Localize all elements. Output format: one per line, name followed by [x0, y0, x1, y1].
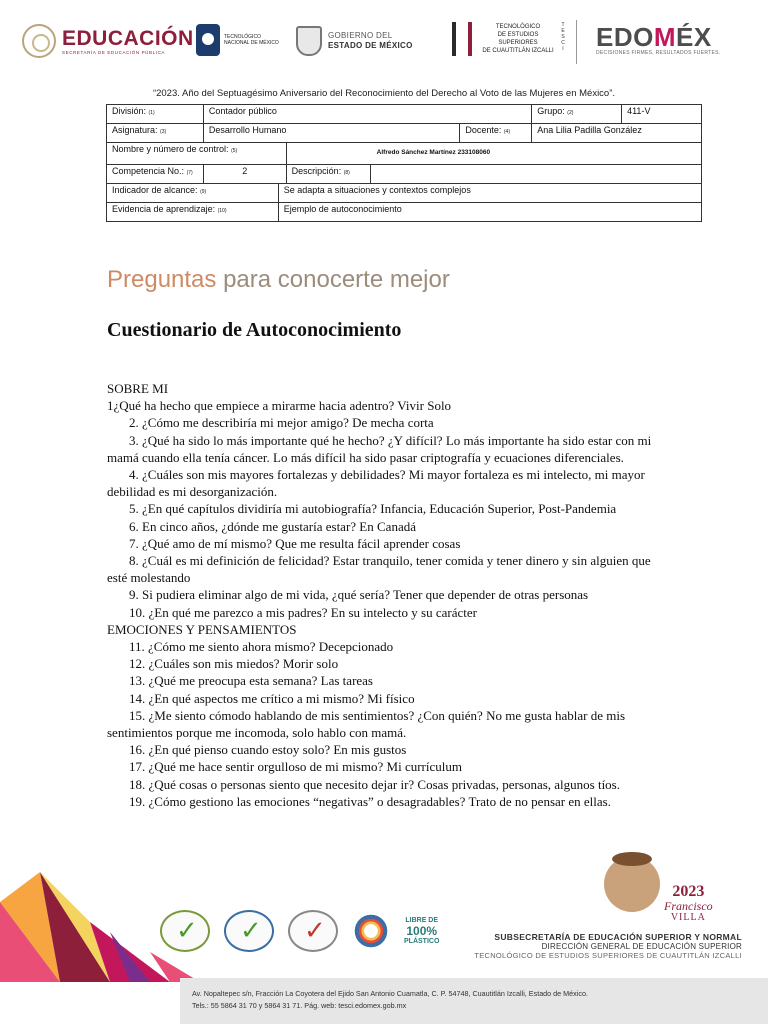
info-table [106, 104, 702, 222]
certification-red-icon [288, 910, 338, 952]
tecnm-gear-icon [196, 24, 220, 56]
section-heading [107, 266, 450, 294]
edomex-post: ÉX [676, 22, 712, 52]
question-item: 18. ¿Qué cosas o personas siento que necesito dejar ir? Cosas privadas, personas, algunos tíos. [129, 776, 620, 792]
heading-accent: Preguntas [107, 266, 217, 293]
table-row [107, 165, 702, 184]
question-item: 8. ¿Cuál es mi definición de felicidad? Estar tranquilo, tener comida y tener dinero y sin alguien que esté molestando [107, 553, 651, 586]
tesci-full-line: TECNOLÓGICO DE ESTUDIOS SUPERIORES DE CUAUTITLÁN IZCALLI [474, 951, 742, 960]
section-title-sobre-mi: SOBRE MI [107, 381, 169, 396]
grupo-label-cell: Grupo: (2) [532, 105, 622, 124]
table-row [107, 203, 702, 222]
competencia-label-cell: Competencia No.: (7) [107, 165, 204, 184]
tesci-line2: DE ESTUDIOS SUPERIORES [497, 32, 539, 46]
question-item: 16. ¿En qué pienso cuando estoy solo? En mis gustos [129, 742, 407, 758]
question-item: 15. ¿Me siento cómodo hablando de mis sentimientos? ¿Con quién? No me gusta hablar de mis sentimientos porque me incomoda, solo hablo con mamá. [107, 707, 626, 741]
edomex-tagline: DECISIONES FIRMES, RESULTADOS FUERTES. [596, 50, 721, 56]
table-row [107, 143, 702, 165]
division-label-cell: División: (1) [107, 105, 204, 124]
competencia-value: 2 [203, 165, 286, 184]
tecnm-text: TECNOLÓGICO NACIONAL DE MÉXICO [224, 34, 279, 46]
edomex-logo [596, 24, 720, 56]
villa-portrait-icon [604, 856, 660, 912]
address-bar [180, 978, 768, 1024]
equality-flower-icon [352, 912, 390, 950]
educacion-title: EDUCACIÓN [62, 26, 194, 50]
question-item: 4. ¿Cuáles son mis mayores fortalezas y debilidades? Mi mayor fortaleza es mi intelecto, mi mayor debilidad es mi desorganización. [107, 467, 645, 500]
footer-institution [474, 932, 742, 960]
certification-logos [160, 910, 439, 952]
tesci-line1: TECNOLÓGICO [495, 24, 541, 30]
coat-of-arms-icon [296, 26, 322, 56]
docente-value: Ana Lilia Padilla González [532, 124, 702, 143]
table-row [107, 184, 702, 203]
question-item: 2. ¿Cómo me describiría mi mejor amigo? De mecha corta [129, 415, 434, 431]
address-text: Av. Nopaltepec s/n, Fracción La Coyotera del Ejido San Antonio Cuamatla, C. P. 54748, Cuautitlán Izcalli, Estado de México. [192, 989, 588, 998]
subsecretaria-line: SUBSECRETARÍA DE EDUCACIÓN SUPERIOR Y NORMAL [494, 932, 742, 942]
table-row [107, 105, 702, 124]
tesci-logo [452, 22, 558, 56]
edomex-m: M [653, 22, 677, 52]
villa-year: 2023 [672, 883, 705, 900]
division-value: Contador público [203, 105, 531, 124]
gobierno-line2: ESTADO DE MÉXICO [328, 41, 413, 50]
edomex-pre: EDO [596, 22, 654, 52]
educacion-subtitle: SECRETARÍA DE EDUCACIÓN PÚBLICA [62, 49, 166, 55]
indicador-value: Se adapta a situaciones y contextos complejos [278, 184, 701, 203]
questionnaire-body [107, 380, 657, 810]
asignatura-value: Desarrollo Humano [203, 124, 459, 143]
question-item: 6. En cinco años, ¿dónde me gustaría estar? En Canadá [129, 518, 416, 534]
question-item: 3. ¿Qué ha sido lo más importante qué he hecho? ¿Y difícil? Lo más importante ha sido estar con mi mamá cuando ella tenía cáncer. Lo más difícil ha sido pasar criptografía y ecuaciones diferenciales. [107, 432, 652, 465]
heading-rest: para conocerte mejor [216, 266, 450, 293]
descripcion-value [370, 165, 701, 184]
year-legend: “2023. Año del Septuagésimo Aniversario del Reconocimiento del Derecho al Voto de las Mujeres en México”. [152, 88, 616, 99]
certification-blue-icon [224, 910, 274, 952]
certification-green-icon [160, 910, 210, 952]
educacion-logo [22, 24, 194, 58]
question-item: 19. ¿Cómo gestiono las emociones “negativas” o desagradables? Trato de no pensar en ellas. [129, 793, 611, 809]
question-item: 17. ¿Qué me hace sentir orgulloso de mi mismo? Mi currículum [129, 759, 462, 775]
villa-name: Francisco [664, 899, 713, 913]
indicador-label-cell: Indicador de alcance: (9) [107, 184, 279, 203]
page-title: Cuestionario de Autoconocimiento [107, 319, 402, 341]
nombre-label-cell: Nombre y número de control: (5) [107, 143, 287, 165]
tesci-emblem-icon [452, 22, 472, 56]
descripcion-label-cell: Descripción: (8) [286, 165, 370, 184]
header-divider [576, 20, 577, 64]
gobierno-line1: GOBIERNO DEL [328, 31, 393, 40]
grupo-value: 411-V [622, 105, 702, 124]
evidencia-label-cell: Evidencia de aprendizaje: (10) [107, 203, 279, 222]
villa-emblem [664, 884, 713, 923]
header-logos [0, 0, 768, 80]
contact-text: Tels.: 55 5864 31 70 y 5864 31 71. Pág. web: tesci.edomex.gob.mx [192, 1001, 407, 1010]
tesci-vertical-text: T E S C I [561, 22, 565, 52]
mexico-seal-icon [22, 24, 56, 58]
villa-surname: VILLA [670, 912, 706, 923]
question-item: 12. ¿Cuáles son mis miedos? Morir solo [129, 656, 339, 672]
evidencia-value: Ejemplo de autoconocimiento [278, 203, 701, 222]
docente-label-cell: Docente: (4) [460, 124, 532, 143]
tecnm-logo [196, 24, 280, 56]
question-item: 7. ¿Qué amo de mí mismo? Que me resulta fácil aprender cosas [129, 535, 461, 551]
table-row [107, 124, 702, 143]
question-item: 9. Si pudiera eliminar algo de mi vida, ¿qué sería? Tener que depender de otras personas [129, 587, 589, 603]
gobierno-logo [296, 26, 413, 56]
question-item: 1¿Qué ha hecho que empiece a mirarme hacia adentro? Vivir Solo [107, 398, 452, 414]
question-item: 10. ¿En qué me parezco a mis padres? En su intelecto y su carácter [129, 604, 477, 620]
tesci-line3: DE CUAUTITLÁN IZCALLI [482, 48, 554, 54]
asignatura-label-cell: Asignatura: (3) [107, 124, 204, 143]
section-title-emociones: EMOCIONES Y PENSAMIENTOS [107, 621, 297, 637]
question-item: 5. ¿En qué capítulos dividiría mi autobiografía? Infancia, Educación Superior, Post-Pandemia [129, 501, 617, 517]
question-item: 11. ¿Cómo me siento ahora mismo? Decepcionado [129, 639, 394, 655]
plastic-free-badge: LIBRE DE 100% PLÁSTICO [404, 916, 440, 945]
question-item: 13. ¿Qué me preocupa esta semana? Las tareas [129, 673, 373, 689]
nombre-value: Alfredo Sánchez Martínez 233108060 [286, 143, 701, 165]
direccion-line: DIRECCIÓN GENERAL DE EDUCACIÓN SUPERIOR [541, 942, 742, 951]
question-item: 14. ¿En qué aspectos me crítico a mi mismo? Mi físico [129, 690, 415, 706]
